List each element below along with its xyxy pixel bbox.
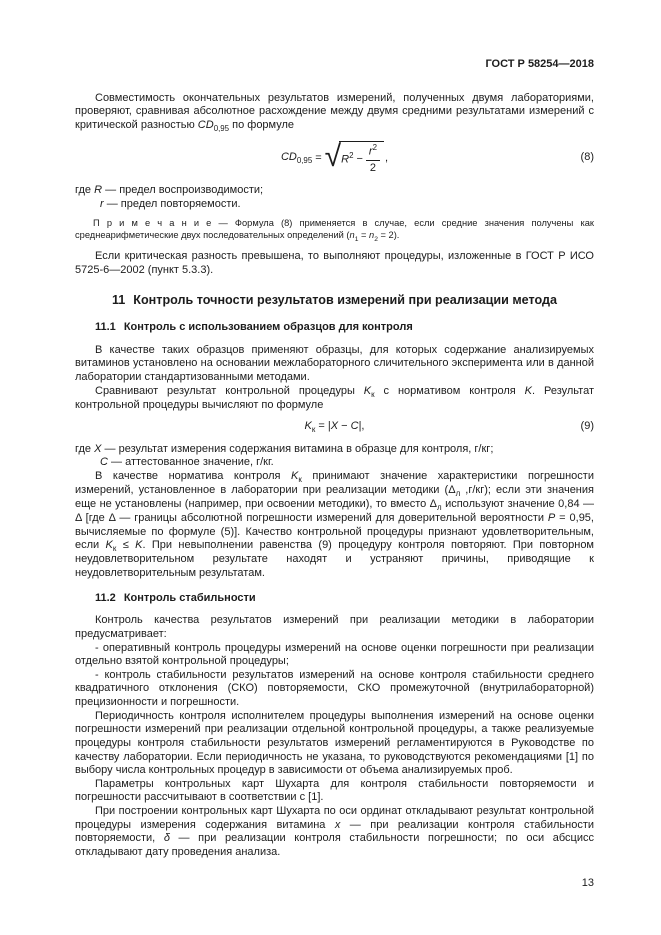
para-control-samples: В качестве таких образцов применяют образцы, для которых содержание анализируемых витаминов установлено на основании межлабораторного сличительного эксперимента или в данной лаборатории стандартизованными методами. xyxy=(75,343,594,384)
formula-9-lhs-subscript: к xyxy=(311,425,316,435)
exponent: 2 xyxy=(372,142,377,152)
var-K: K xyxy=(304,420,312,433)
where-C-definition: С — аттестованное значение, г/кг. xyxy=(100,456,274,469)
formula-9-row xyxy=(75,420,594,434)
section-11-title: Контроль точности результатов измерений при реализации метода xyxy=(133,292,558,307)
equation-number-9: (9) xyxy=(580,420,594,433)
list-item-operational-control: - оперативный контроль процедуры измерений на основе оценки погрешности при реализации отдельно взятой контрольной процедуры; xyxy=(75,641,594,668)
term-R-squared xyxy=(341,152,353,167)
para-compare-result: Сравнивают результат контрольной процедуры $K_к$ с нормативом контроля K. Результат контрольной процедуры вычисляют по формуле xyxy=(75,384,594,411)
formula-8-lhs xyxy=(281,151,312,165)
minus-sign: − xyxy=(356,153,363,166)
section-11-heading xyxy=(75,293,594,309)
equals-sign: = xyxy=(315,151,322,164)
list-item-stability-control: - контроль стабильности результатов измерений на основе контроля стабильности среднего квадратичного отклонения (СКО) повторяемости, СКО промежуточной (внутрилабораторной) прецизионности и погрешности. xyxy=(75,668,594,709)
formula-8-lhs-subscript: 0,95 xyxy=(296,156,313,166)
where-r-definition: r — предел повторяемости. xyxy=(100,197,241,210)
where-X-definition: где X — результат измерения содержания витамина в образце для контроля, г/кг; xyxy=(75,442,494,455)
subsection-11-2-number: 11.2 xyxy=(95,591,116,604)
var-R: R xyxy=(341,153,350,166)
para-control-periodicity: Периодичность контроля исполнителем процедуры выполнения измерений на основе оценки погрешности измерений при реализации отдельной контрольной процедуры, а также реализуемые процедуры контроля стабильности результатов измерений регламентируются в Руководстве по качеству лаборатории. Если периодичность не указана, то руководствуются рекомендациями [1] по выбору числа контрольных процедур в зависимости от объема анализируемых проб. xyxy=(75,709,594,777)
section-11-number: 11 xyxy=(111,292,126,307)
formula-8 xyxy=(281,141,388,176)
subsection-11-1-number: 11.1 xyxy=(95,321,116,334)
exponent: 2 xyxy=(349,151,354,161)
var-CD: CD xyxy=(280,151,297,164)
formula-8-comma: , xyxy=(385,151,389,164)
subsection-11-2-title: Контроль стабильности xyxy=(123,591,256,604)
para-quality-control: Контроль качества результатов измерений при реализации методики в лаборатории предусматривает: xyxy=(75,614,594,640)
fraction-denominator: 2 xyxy=(369,162,377,175)
equation-number-8: (8) xyxy=(580,151,594,164)
formula-9-rhs: = |X − C|, xyxy=(315,420,365,433)
where-R-definition: где R — предел воспроизводимости; xyxy=(75,183,264,196)
fraction-r-squared-over-2 xyxy=(366,144,380,176)
subsection-11-1-title: Контроль с использованием образцов для контроля xyxy=(123,321,413,334)
var-r: r xyxy=(368,145,373,158)
subsection-11-1-heading xyxy=(75,321,594,335)
para-shewhart-axes: При построении контрольных карт Шухарта по оси ординат откладывают результат контрольной процедуры измерения содержания витамина x — при реализации контроля стабильности повторяемости, δ — при реализации контроля стабильности погрешности; по оси абсцисс откладывают дату проведения анализа. xyxy=(75,805,595,858)
formula-8-row xyxy=(75,141,594,176)
note-formula-8: П р и м е ч а н и е — Формула (8) применяется в случае, если средние значения получены как среднеарифметические двух последовательных определений $(n_1 = n_2 = 2)$. xyxy=(75,218,594,243)
para-compatibility: Совместимость окончательных результатов измерений, полученных двумя лабораториями, проверяют, сравнивая абсолютное расхождение между двумя средними результатами измерений с критической разностью $CD_{0,95}$ по формуле xyxy=(75,91,594,134)
subsection-11-2-heading xyxy=(75,592,594,606)
fraction-numerator xyxy=(366,144,380,161)
para-critical-difference: Если критическая разность превышена, то выполняют процедуры, изложенные в ГОСТ Р ИСО 5725-6—2002 (пункт 5.3.3). xyxy=(75,250,594,276)
para-shewhart-params: Параметры контрольных карт Шухарта для контроля стабильности повторяемости и погрешности рассчитывают в соответствии с [1]. xyxy=(75,777,594,804)
para-control-norm: В качестве норматива контроля $K_к$ принимают значение характеристики погрешности измерений, установленное в лаборатории при реализации методики ($\Delta_л$ ,г/кг); если эти значения еще не установлены (например, при освоении методики), то вместо $\Delta_л$ используют значение 0,84 — Δ [где Δ — границы абсолютной погрешности измерений для доверительной вероятности P = 0,95, вычисляемые по формуле (5)]. Качество контрольной процедуры признают удовлетворительным, если $K_к \le K$. При невыполнении равенства (9) процедуру контроля повторяют. При повторном неудовлетворительном результате находят и устраняют причины, приводящие к неудовлетворительным результатам. xyxy=(75,469,595,580)
radicand xyxy=(339,141,384,176)
formula-9 xyxy=(304,420,365,435)
page-number: 13 xyxy=(581,877,594,890)
radical-sign: √ xyxy=(324,140,342,174)
document-code: ГОСТ Р 58254—2018 xyxy=(485,58,594,70)
